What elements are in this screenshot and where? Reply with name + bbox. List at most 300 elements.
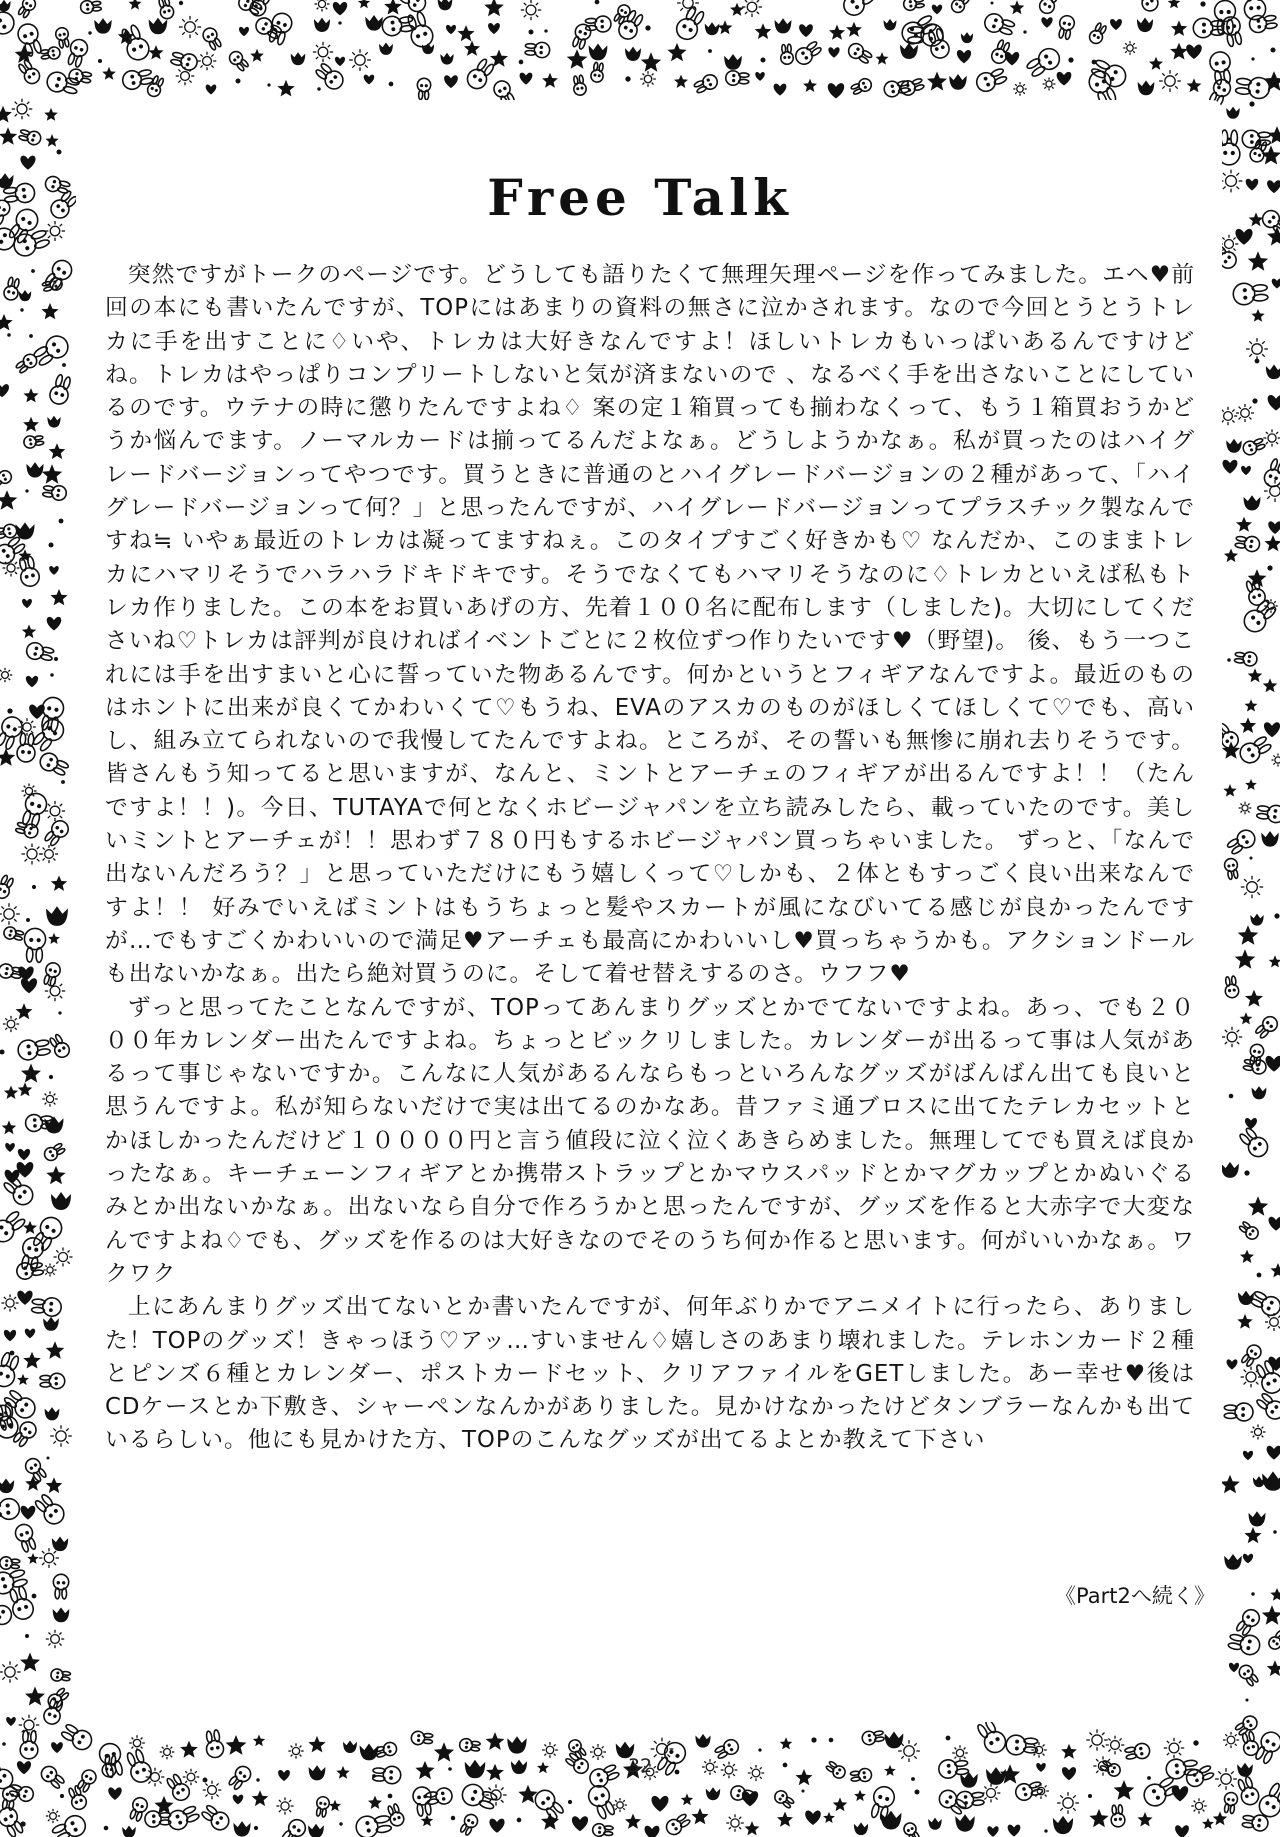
border-doodle	[1222, 1792, 1238, 1815]
border-doodle	[693, 72, 720, 95]
border-doodle	[567, 49, 588, 69]
border-doodle	[1, 1294, 18, 1311]
border-doodle	[315, 0, 330, 12]
border-doodle	[417, 78, 431, 100]
border-doodle	[745, 1821, 760, 1835]
border-doodle	[4, 1086, 18, 1099]
border-doodle	[1250, 914, 1263, 926]
border-doodle	[840, 0, 878, 19]
border-doodle	[1223, 857, 1239, 880]
border-doodle	[254, 1826, 258, 1830]
border-doodle	[19, 290, 31, 301]
border-doodle	[1248, 668, 1263, 682]
border-doodle	[32, 885, 36, 889]
border-doodle	[1043, 78, 1056, 91]
border-doodle	[1246, 338, 1268, 360]
border-doodle	[42, 817, 71, 848]
border-doodle	[16, 555, 41, 588]
border-doodle	[957, 50, 971, 63]
border-doodle	[1239, 1342, 1264, 1368]
border-doodle	[955, 1814, 974, 1831]
border-doodle	[458, 1812, 480, 1837]
border-doodle	[165, 1803, 201, 1833]
border-doodle	[828, 83, 844, 98]
border-doodle	[18, 1082, 33, 1096]
border-doodle	[695, 1734, 710, 1748]
border-doodle	[1262, 1605, 1280, 1625]
border-doodle	[772, 1788, 795, 1810]
page-number: 32	[627, 1755, 653, 1777]
border-doodle	[1249, 856, 1252, 859]
border-doodle	[1237, 733, 1274, 766]
border-doodle	[774, 84, 787, 96]
border-doodle	[37, 750, 70, 778]
border-doodle	[1186, 44, 1202, 59]
border-doodle	[333, 2, 347, 15]
border-doodle	[3, 276, 22, 301]
border-doodle	[1229, 1663, 1239, 1672]
border-doodle	[149, 45, 164, 59]
border-doodle	[705, 22, 719, 35]
border-doodle	[1244, 1170, 1249, 1175]
border-doodle	[1239, 802, 1252, 815]
border-doodle	[59, 1721, 95, 1753]
border-doodle	[520, 73, 533, 85]
border-doodle	[24, 928, 46, 963]
border-doodle	[718, 20, 733, 34]
border-doodle	[256, 1778, 259, 1781]
border-doodle	[1110, 1804, 1125, 1827]
border-doodle	[44, 108, 58, 121]
border-doodle	[23, 417, 39, 432]
border-doodle	[521, 0, 541, 20]
border-doodle	[23, 1352, 41, 1369]
border-doodle	[50, 1425, 72, 1447]
border-doodle	[572, 75, 587, 96]
border-doodle	[94, 18, 111, 34]
border-doodle	[42, 464, 62, 484]
border-doodle	[1191, 1798, 1206, 1813]
border-doodle	[525, 42, 550, 59]
border-doodle	[0, 1804, 26, 1837]
border-doodle	[46, 1477, 63, 1493]
border-doodle	[379, 42, 393, 54]
border-doodle	[203, 1778, 208, 1783]
border-doodle	[1269, 955, 1280, 967]
border-doodle	[911, 1777, 915, 1781]
border-doodle	[179, 16, 201, 38]
border-doodle	[44, 1264, 57, 1277]
border-doodle	[1268, 521, 1280, 534]
border-doodle	[16, 0, 38, 19]
border-doodle	[53, 1607, 70, 1622]
border-doodle	[760, 57, 765, 62]
border-doodle	[48, 933, 60, 944]
border-doodle	[861, 1729, 885, 1746]
border-doodle	[517, 1818, 522, 1823]
border-doodle	[1023, 30, 1026, 33]
border-doodle	[590, 62, 605, 83]
border-doodle	[354, 1812, 392, 1837]
border-doodle	[881, 1811, 902, 1830]
border-doodle	[389, 82, 394, 87]
border-doodle	[1224, 549, 1238, 563]
border-doodle	[176, 67, 195, 86]
border-doodle	[235, 78, 240, 83]
border-doodle	[1235, 229, 1252, 245]
border-doodle	[384, 0, 402, 15]
border-doodle	[1114, 1780, 1135, 1800]
border-doodle	[7, 333, 11, 337]
border-doodle	[1268, 395, 1280, 411]
border-doodle	[1248, 1196, 1268, 1215]
border-doodle	[489, 1819, 504, 1833]
border-doodle	[1123, 41, 1137, 55]
border-doodle	[1226, 107, 1239, 119]
border-doodle	[104, 1826, 109, 1831]
border-doodle	[227, 49, 251, 73]
border-doodle	[20, 1821, 25, 1826]
border-doodle	[18, 718, 36, 736]
border-doodle	[1041, 17, 1052, 27]
border-doodle	[1241, 466, 1251, 475]
border-doodle	[1193, 1740, 1198, 1745]
border-doodle	[846, 22, 862, 37]
border-doodle	[1220, 1475, 1240, 1494]
border-doodle	[1224, 1554, 1242, 1570]
border-doodle	[98, 59, 102, 63]
border-doodle	[1223, 460, 1238, 474]
border-doodle	[1014, 1779, 1044, 1802]
border-doodle	[440, 53, 453, 65]
border-doodle	[30, 1213, 66, 1253]
border-doodle	[1265, 535, 1280, 551]
border-doodle	[1223, 1732, 1239, 1748]
border-doodle	[49, 1075, 53, 1079]
border-doodle	[201, 26, 224, 52]
border-doodle	[1267, 565, 1272, 570]
border-doodle	[1235, 949, 1255, 968]
border-doodle	[0, 8, 18, 46]
border-doodle	[0, 106, 12, 123]
border-doodle	[1226, 439, 1241, 453]
border-doodle	[1273, 1530, 1276, 1533]
border-doodle	[885, 1732, 904, 1749]
border-doodle	[1245, 699, 1258, 711]
border-doodle	[775, 18, 792, 33]
border-doodle	[46, 1341, 64, 1359]
border-doodle	[17, 1037, 51, 1061]
border-doodle	[16, 58, 42, 86]
border-doodle	[915, 1790, 920, 1795]
border-doodle	[464, 41, 480, 56]
border-doodle	[755, 72, 765, 81]
border-doodle	[730, 3, 744, 16]
border-doodle	[364, 75, 375, 85]
border-doodle	[1227, 658, 1231, 662]
border-doodle	[1243, 1451, 1253, 1460]
border-doodle	[982, 1784, 1001, 1803]
border-doodle	[122, 1826, 136, 1837]
border-doodle	[673, 4, 708, 43]
border-doodle	[903, 0, 925, 11]
border-doodle	[484, 0, 504, 16]
border-doodle	[46, 1166, 65, 1184]
border-doodle	[777, 1812, 793, 1827]
border-doodle	[253, 1735, 265, 1747]
border-doodle	[1235, 1775, 1261, 1807]
border-doodle	[0, 469, 13, 489]
border-doodle	[1235, 534, 1261, 553]
border-doodle	[358, 0, 370, 8]
border-doodle	[1089, 1809, 1108, 1827]
border-doodle	[247, 0, 273, 19]
border-doodle	[14, 352, 39, 376]
border-doodle	[1261, 145, 1280, 164]
border-doodle	[45, 981, 65, 1001]
border-doodle	[1010, 0, 1025, 14]
border-doodle	[2, 1742, 6, 1746]
border-doodle	[1200, 1, 1205, 6]
border-doodle	[708, 49, 712, 53]
border-doodle	[277, 80, 294, 97]
border-doodle	[203, 1781, 222, 1800]
border-doodle	[529, 30, 534, 35]
border-doodle	[1106, 1736, 1125, 1755]
border-doodle	[388, 1794, 393, 1799]
border-doodle	[1240, 717, 1256, 733]
border-doodle	[1171, 20, 1187, 36]
border-doodle	[53, 1574, 69, 1599]
border-doodle	[0, 0, 11, 12]
border-doodle	[1248, 251, 1268, 270]
border-doodle	[25, 489, 28, 492]
border-doodle	[1245, 1118, 1257, 1129]
border-doodle	[681, 1794, 693, 1806]
border-doodle	[422, 43, 434, 54]
border-doodle	[758, 1748, 761, 1751]
border-doodle	[625, 1814, 641, 1829]
border-doodle	[21, 978, 37, 993]
border-doodle	[0, 1208, 28, 1246]
border-doodle	[1266, 1056, 1280, 1072]
border-doodle	[451, 1816, 455, 1820]
border-doodle	[742, 1791, 758, 1806]
paragraph-animate: 上にあんまりグッズ出てないとか書いたんですが、何年ぶりかでアニメイトに行ったら、ありました！TOPのグッズ！きゃっほう♡アッ…すいません♢嬉しさのあまり壊れました。テレホンカード２種とピンズ６種とカレンダー、ポストカードセット、クリアファイルをGETしました。あー幸せ♥後はCDケースとか下敷き、シャーペンなんかがありました。見かけなかったけどタンブラーなんかも出ているらしい。他にも見かけた方、TOPのこんなグッズが出てるよとか教えて下さい	[105, 1294, 1195, 1454]
border-doodle	[46, 906, 68, 926]
border-doodle	[1222, 1027, 1242, 1047]
border-doodle	[1149, 57, 1163, 70]
border-doodle	[267, 83, 270, 86]
border-doodle	[68, 68, 92, 85]
border-doodle	[1202, 1818, 1214, 1829]
border-doodle	[233, 1821, 250, 1836]
border-doodle	[1262, 1471, 1280, 1490]
border-doodle	[811, 1737, 816, 1742]
border-doodle	[846, 41, 874, 66]
border-doodle	[1272, 754, 1280, 767]
border-doodle	[59, 519, 64, 524]
border-doodle	[1249, 1288, 1280, 1318]
border-doodle	[128, 1796, 150, 1823]
border-doodle	[170, 50, 199, 72]
border-doodle	[0, 1498, 20, 1521]
border-doodle	[49, 443, 66, 459]
border-doodle	[519, 60, 524, 65]
border-doodle	[25, 1329, 35, 1339]
border-doodle	[1110, 19, 1122, 30]
border-doodle	[742, 0, 762, 17]
border-doodle	[1068, 57, 1073, 62]
border-doodle	[45, 1407, 60, 1420]
border-doodle	[349, 49, 371, 71]
border-doodle	[1006, 1735, 1038, 1756]
border-doodle	[1134, 0, 1161, 14]
border-doodle	[21, 1064, 41, 1083]
border-doodle	[932, 5, 942, 15]
border-doodle	[60, 1794, 64, 1798]
border-doodle	[42, 1141, 66, 1163]
border-doodle	[706, 1787, 720, 1800]
free-talk-body	[105, 259, 1195, 1458]
border-doodle	[335, 57, 345, 66]
border-doodle	[1187, 78, 1202, 92]
border-doodle	[674, 75, 688, 88]
border-doodle	[1274, 913, 1279, 918]
border-doodle	[26, 462, 43, 477]
border-doodle	[900, 43, 918, 59]
border-doodle	[1033, 1783, 1049, 1799]
border-doodle	[43, 1317, 59, 1331]
border-doodle	[876, 52, 889, 65]
border-doodle	[1241, 876, 1263, 898]
border-doodle	[1234, 1606, 1263, 1637]
border-doodle	[1272, 279, 1280, 289]
border-doodle	[55, 27, 71, 49]
border-doodle	[338, 21, 341, 24]
border-doodle	[946, 1736, 951, 1741]
border-doodle	[108, 1787, 122, 1800]
border-doodle	[987, 1826, 998, 1837]
border-doodle	[3, 1016, 19, 1032]
border-doodle	[1057, 1792, 1079, 1814]
border-doodle	[250, 49, 264, 62]
border-doodle	[1266, 364, 1280, 379]
border-doodle	[47, 617, 62, 631]
paragraph-goods: ずっと思ってたことなんですが、TOPってあんまりグッズとかでてないですよね。あっ、でも２０００年カレンダー出たんですよね。ちょっとビックリしました。カレンダーが出るって事は人気があるって事じゃないですか。こんなに人気があるんならもっといろんなグッズがばんばん出ても良いと思うんですよ。私が知らないだけで実は出てるのかなあ。昔ファミ通ブロスに出てたテレカセットとかほしかったんだけど１００００円と言う値段に泣く泣くあきらめました。無理してでも買えば良かったなぁ。キーチェーンフィギアとか携帯ストラップとかマウスパッドとかマグカップとかぬいぐるみとか出ないかなぁ。出ないなら自分で作ろうかと思ったんですが、グッズを作ると大赤字で大変なんですよね♢でも、グッズを作るのは大好きなのでそのうち何か作ると思います。何がいいかなぁ。ワクワク	[105, 994, 1195, 1287]
border-doodle	[18, 1149, 30, 1160]
border-doodle	[386, 1803, 406, 1828]
border-doodle	[799, 24, 813, 37]
border-doodle	[17, 1374, 29, 1385]
border-doodle	[1256, 803, 1280, 823]
border-doodle	[2, 1120, 16, 1134]
border-doodle	[884, 19, 897, 31]
border-doodle	[1236, 517, 1252, 532]
border-doodle	[1005, 52, 1019, 65]
border-doodle	[0, 1566, 29, 1596]
border-doodle	[572, 1816, 588, 1831]
page-title: Free Talk	[487, 168, 793, 227]
border-doodle	[16, 1260, 44, 1280]
border-doodle	[640, 71, 656, 87]
border-doodle	[10, 1351, 15, 1356]
border-doodle	[42, 1091, 57, 1106]
border-doodle	[1261, 831, 1278, 847]
border-doodle	[17, 1291, 32, 1305]
border-doodle	[585, 1782, 618, 1821]
border-doodle	[780, 44, 793, 65]
border-doodle	[88, 31, 91, 34]
border-doodle	[80, 0, 101, 14]
border-doodle	[3, 926, 25, 943]
border-doodle	[149, 18, 168, 35]
border-doodle	[26, 918, 30, 922]
border-doodle	[1244, 495, 1261, 510]
border-doodle	[507, 1736, 526, 1753]
border-doodle	[51, 876, 67, 891]
border-doodle	[22, 625, 36, 639]
border-doodle	[1264, 722, 1280, 737]
border-doodle	[1254, 1390, 1280, 1422]
border-doodle	[50, 673, 53, 676]
border-doodle	[308, 1736, 325, 1753]
border-doodle	[20, 308, 23, 311]
border-doodle	[1266, 1629, 1280, 1652]
border-doodle	[1241, 1367, 1262, 1388]
border-doodle	[641, 52, 661, 71]
border-doodle	[314, 1796, 330, 1818]
paragraph-trading-cards: 突然ですがトークのページです。どうしても語りたくて無理矢理ページを作ってみました。エヘ♥前回の本にも書いたんですが、TOPにはあまりの資料の無さに泣かされます。なので今回とうとうトレカに手を出すことに♢いや、トレカは大好きなんですよ！ほしいトレカもいっぱいあるんですけどね。トレカはやっぱりコンプリートしないと気が済まないので 、なるべく手を出さないことにしているのです。ウテナの時に懲りたんですよね♢ 案の定１箱買っても揃わなくって、もう１箱買おうかどうか悩んでます。ノーマルカードは揃ってるんだよなぁ。どうしようかなぁ。私が買ったのはハイグレードバージョンってやつです。買うときに普通のとハイグレードバージョンの２種があって、「ハイグレードバージョンって何？」と思ったんですが、ハイグレードバージョンってプラスチック製なんですね≒ いやぁ最近のトレカは凝ってますねぇ。このタイプすごく好きかも♡ なんだか、このままトレカにハマリそうでハラハラドキドキです。そうでなくてもハマリそうなのに♢トレカといえば私もトレカ作りました。この本をお買いあげの方、先着１００名に配布します（しました)。大切にしてくださいね♡トレカは評判が良ければイベントごとに２枚位ずつ作りたいです♥（野望)。 後、もう一つこれには手を出すまいと心に誓っていた物あるんです。何かというとフィギアなんですよ。最近のものはホントに出来が良くてかわいくて♡もうね、EVAのアスカのものがほしくてほしくて♡でも、高いし、組み立てられないので我慢してたんですよね。ところが、その誓いも無惨に崩れ去りそうです。皆さんもう知ってると思いますが、なんと、ミントとアーチェのフィギアが出るんですよ！！（たんですよ！！)。今日、TUTAYAで何となくホビージャパンを立ち読みしたら、載っていたのです。美しいミントとアーチェが！！思わず７８０円もするホビージャパン買っちゃいました。 ずっと、「なんで出ないんだろう？」と思っていただけにもう嬉しくって♡しかも、２体ともすっごく良い出来なんですよ！！ 好みでいえばミントはもうちょっと髪やスカートが風になびいてる感じが良かったんですが…でもすごくかわいいので満足♥アーチェも最高にかわいいし♥買っちゃうかも。アクションドールも出ないかなぁ。出たら絶対買うのに。そして着せ替えするのさ。ウフフ♥	[105, 262, 1195, 988]
border-doodle	[397, 0, 429, 15]
border-doodle	[226, 1735, 247, 1755]
border-doodle	[22, 844, 43, 865]
border-doodle	[664, 1812, 692, 1837]
border-doodle	[118, 23, 152, 64]
border-doodle	[1137, 18, 1153, 33]
border-doodle	[544, 29, 547, 32]
continued-note: 《Part2へ続く》	[1055, 1584, 1215, 1608]
border-doodle	[1225, 827, 1258, 857]
border-doodle	[1137, 1812, 1152, 1827]
border-doodle	[0, 1478, 14, 1493]
border-doodle	[145, 1811, 171, 1828]
border-doodle	[645, 1826, 660, 1837]
border-doodle	[1245, 779, 1257, 790]
border-doodle	[314, 18, 330, 32]
border-doodle	[1252, 398, 1257, 403]
border-doodle	[1086, 1729, 1107, 1750]
border-doodle	[458, 25, 475, 41]
border-doodle	[1270, 1263, 1280, 1277]
border-doodle	[652, 1796, 669, 1812]
border-doodle	[1234, 650, 1258, 666]
border-doodle	[0, 384, 9, 397]
border-doodle	[464, 56, 497, 92]
border-doodle	[404, 10, 435, 49]
border-doodle	[7, 708, 12, 713]
border-doodle	[0, 874, 16, 901]
border-doodle	[1237, 1125, 1272, 1160]
border-doodle	[129, 1735, 145, 1751]
border-doodle	[1251, 1425, 1266, 1440]
border-doodle	[823, 1812, 835, 1823]
border-doodle	[990, 1, 993, 4]
border-doodle	[18, 967, 33, 981]
border-doodle	[102, 67, 116, 80]
border-doodle	[49, 566, 59, 575]
border-doodle	[26, 676, 38, 687]
